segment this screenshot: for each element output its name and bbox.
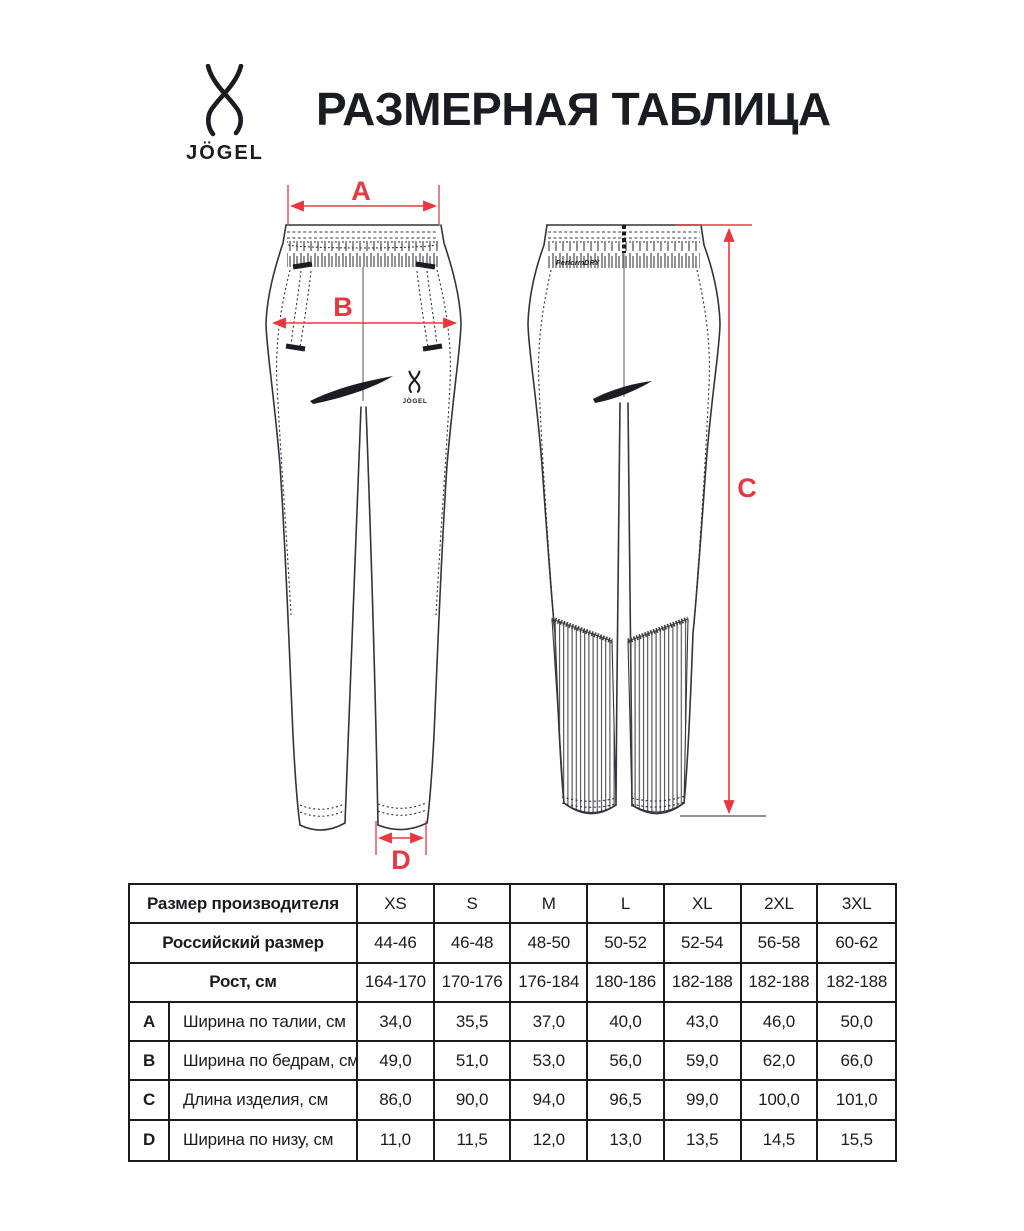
measure-cell: 53,0 bbox=[511, 1042, 588, 1081]
dimension-c-label: C bbox=[737, 473, 757, 503]
measure-cell: 11,5 bbox=[435, 1121, 512, 1160]
brand-logo-text: JÖGEL bbox=[186, 142, 264, 164]
measure-cell: 35,5 bbox=[435, 1003, 512, 1042]
size-cell: 56-58 bbox=[742, 924, 819, 963]
front-leg-logo bbox=[402, 372, 427, 405]
measure-letter-b: B bbox=[130, 1042, 170, 1081]
size-table bbox=[128, 883, 897, 1162]
dimension-d-label: D bbox=[391, 845, 411, 875]
measure-label-waist: Ширина по талии, см bbox=[170, 1003, 358, 1042]
measure-cell: 99,0 bbox=[665, 1081, 742, 1120]
measure-cell: 101,0 bbox=[818, 1081, 895, 1120]
measure-cell: 49,0 bbox=[358, 1042, 435, 1081]
measure-letter-d: D bbox=[130, 1121, 170, 1160]
size-cell: 60-62 bbox=[818, 924, 895, 963]
measure-cell: 59,0 bbox=[665, 1042, 742, 1081]
size-cell: 52-54 bbox=[665, 924, 742, 963]
back-seam-swoosh bbox=[593, 381, 652, 403]
measure-label-hips: Ширина по бедрам, см bbox=[170, 1042, 358, 1081]
row-label-manufacturer-size: Размер производителя bbox=[130, 885, 358, 924]
measure-letter-a: A bbox=[130, 1003, 170, 1042]
size-cell: L bbox=[588, 885, 665, 924]
dimension-b-label: B bbox=[333, 292, 353, 322]
size-cell: 3XL bbox=[818, 885, 895, 924]
measure-cell: 15,5 bbox=[840, 1130, 873, 1150]
size-cell: 44-46 bbox=[358, 924, 435, 963]
pants-back-view bbox=[528, 225, 720, 814]
front-pockets bbox=[286, 264, 442, 349]
size-cell: 182-188 bbox=[742, 964, 819, 1003]
measure-cell: 13,5 bbox=[665, 1121, 742, 1160]
measure-cell: 100,0 bbox=[742, 1081, 819, 1120]
size-cell: M bbox=[511, 885, 588, 924]
size-cell: 176-184 bbox=[511, 964, 588, 1003]
size-cell: XS bbox=[358, 885, 435, 924]
measure-cell: 96,5 bbox=[588, 1081, 665, 1120]
dimension-a-label: A bbox=[351, 176, 371, 206]
back-leg-mesh-right bbox=[628, 619, 688, 812]
measure-cell: 37,0 bbox=[511, 1003, 588, 1042]
measure-cell: 40,0 bbox=[588, 1003, 665, 1042]
size-cell: 164-170 bbox=[358, 964, 435, 1003]
size-cell: 2XL bbox=[742, 885, 819, 924]
size-cell: 48-50 bbox=[511, 924, 588, 963]
dimension-a bbox=[288, 176, 439, 225]
measure-cell: 13,0 bbox=[588, 1121, 665, 1160]
row-label-height: Рост, см bbox=[130, 964, 358, 1003]
measure-label-length: Длина изделия, см bbox=[170, 1081, 358, 1120]
front-leg-logo-text: JÖGEL bbox=[402, 398, 428, 405]
size-cell: 46-48 bbox=[435, 924, 512, 963]
page-title: РАЗМЕРНАЯ ТАБЛИЦА bbox=[316, 83, 831, 135]
measure-cell: 51,0 bbox=[435, 1042, 512, 1081]
front-seam-swoosh bbox=[310, 376, 393, 404]
measure-cell: 86,0 bbox=[358, 1081, 435, 1120]
brand-logo bbox=[165, 64, 285, 165]
measure-cell: 14,5 bbox=[742, 1121, 819, 1160]
size-cell: 170-176 bbox=[435, 964, 512, 1003]
measure-cell: 11,0 bbox=[358, 1121, 435, 1160]
size-cell: 182-188 bbox=[665, 964, 742, 1003]
measure-cell: 90,0 bbox=[435, 1081, 512, 1120]
size-cell: XL bbox=[665, 885, 742, 924]
performdry-label: PerformDRY bbox=[556, 260, 600, 267]
measure-cell: 50,0 bbox=[818, 1003, 895, 1042]
measure-cell: 12,0 bbox=[511, 1121, 588, 1160]
measure-cell: 46,0 bbox=[742, 1003, 819, 1042]
measure-label-bottom: Ширина по низу, см bbox=[170, 1121, 358, 1160]
measure-cell: 94,0 bbox=[511, 1081, 588, 1120]
measure-cell: 43,0 bbox=[665, 1003, 742, 1042]
pants-front-view bbox=[266, 225, 461, 830]
brand-logo-icon bbox=[203, 64, 247, 138]
measure-cell: 66,0 bbox=[818, 1042, 895, 1081]
measure-letter-c: C bbox=[130, 1081, 170, 1120]
measure-cell: 34,0 bbox=[358, 1003, 435, 1042]
pants-diagram bbox=[180, 175, 800, 875]
size-cell: 50-52 bbox=[588, 924, 665, 963]
size-cell: 182-188 bbox=[818, 964, 895, 1003]
dimension-b bbox=[274, 292, 455, 323]
measure-cell: 56,0 bbox=[588, 1042, 665, 1081]
size-cell: S bbox=[435, 885, 512, 924]
row-label-russian-size: Российский размер bbox=[130, 924, 358, 963]
measure-cell: 62,0 bbox=[742, 1042, 819, 1081]
size-cell: 180-186 bbox=[588, 964, 665, 1003]
